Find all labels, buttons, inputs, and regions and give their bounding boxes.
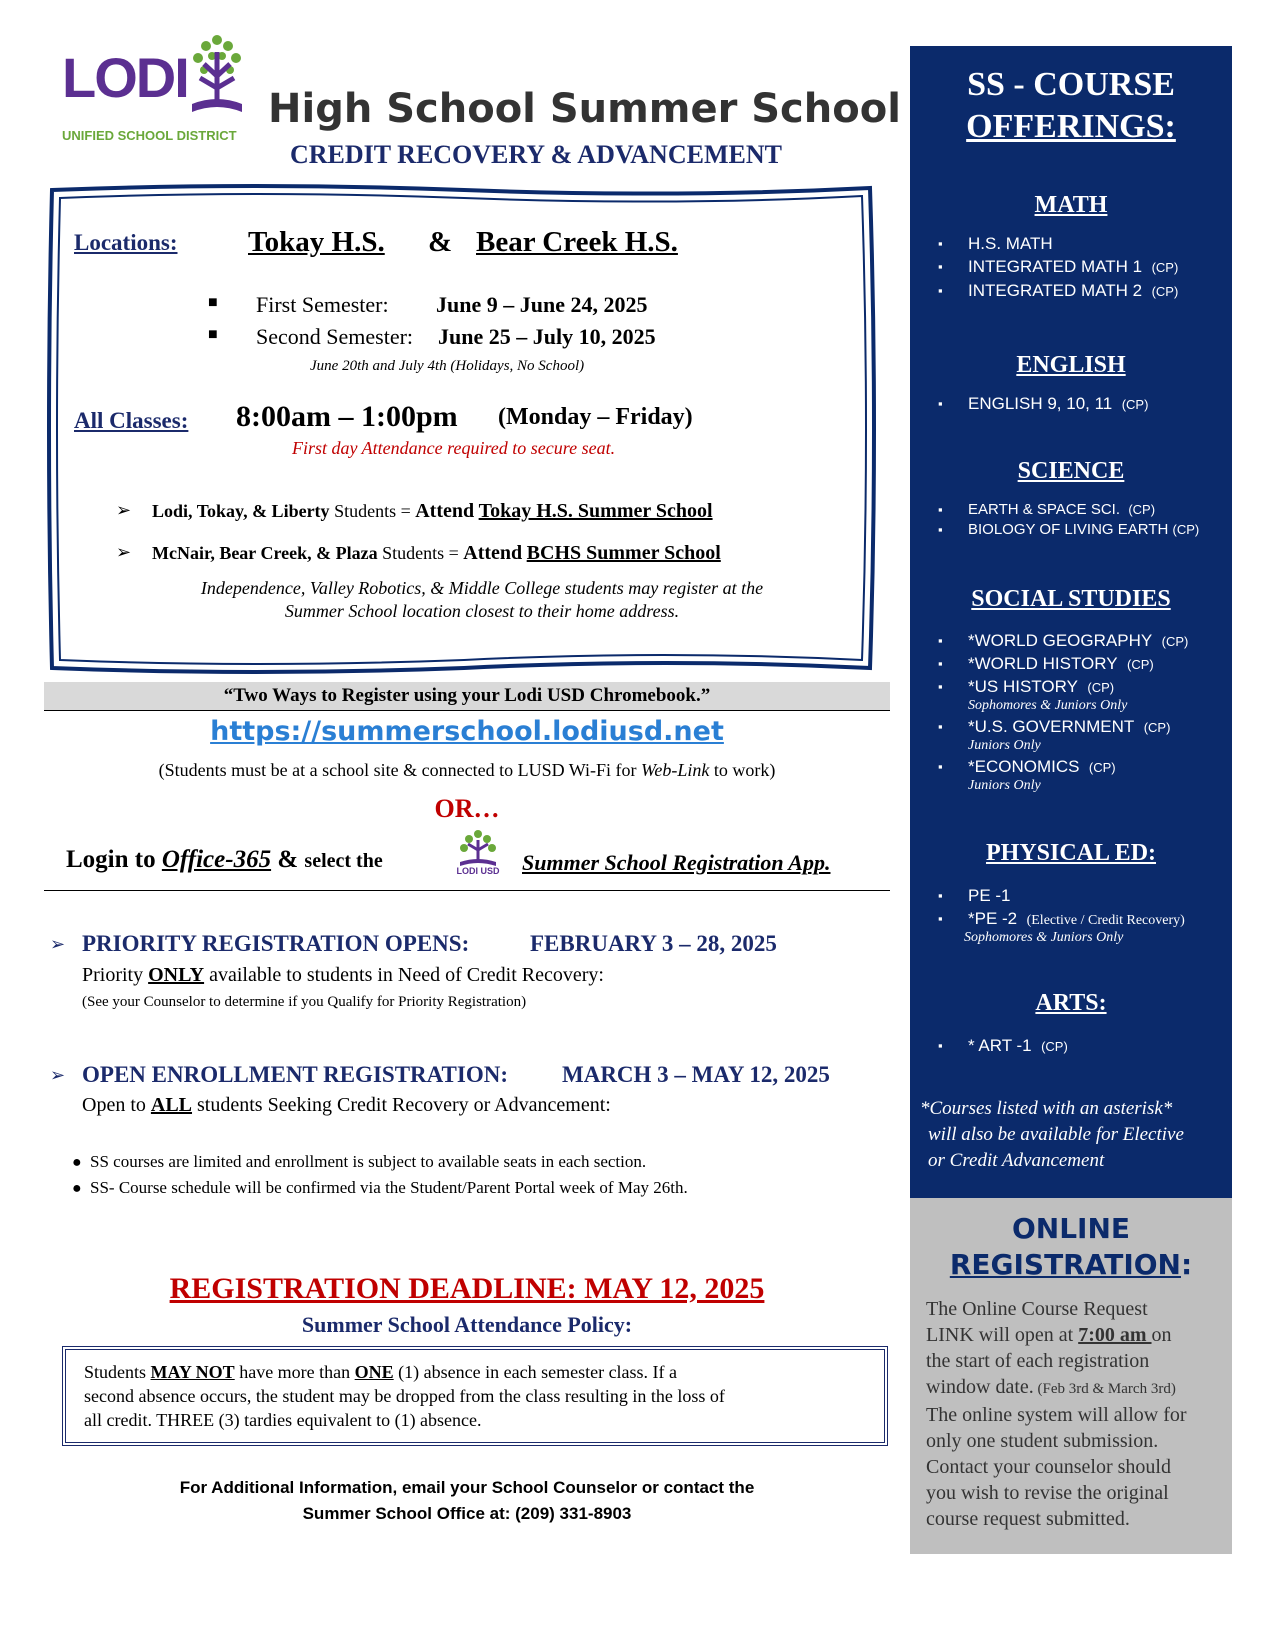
- semester2-dates: June 25 – July 10, 2025: [438, 324, 656, 349]
- location-tokay: Tokay H.S.: [248, 226, 385, 258]
- registration-link[interactable]: https://summerschool.lodiusd.net: [210, 716, 724, 747]
- rule2-mid: Students =: [382, 543, 459, 563]
- attendance-note: First day Attendance required to secure seat.: [292, 438, 616, 458]
- priority-title: PRIORITY REGISTRATION OPENS:: [82, 931, 470, 956]
- semester1-label: First Semester:: [256, 292, 389, 317]
- priority-sub: (See your Counselor to determine if you Qualify for Priority Registration): [82, 994, 527, 1010]
- math-list: [938, 232, 1178, 303]
- policy-line-3: all credit. THREE (3) tardies equivalent to (1) absence.: [84, 1410, 482, 1430]
- bullet-item: SS- Course schedule will be confirmed via the Student/Parent Portal week of May 26th.: [90, 1178, 688, 1197]
- footer-line-2: Summer School Office at: (209) 331-8903: [302, 1504, 632, 1523]
- rule1-target: Tokay H.S. Summer School: [478, 500, 713, 522]
- registration-app-icon[interactable]: LODI USD: [452, 828, 504, 878]
- priority-dates: FEBRUARY 3 – 28, 2025: [530, 931, 777, 956]
- registration-deadline: REGISTRATION DEADLINE: MAY 12, 2025: [169, 1272, 765, 1305]
- semester1-dates: June 9 – June 24, 2025: [436, 292, 648, 317]
- district-logo: [62, 36, 252, 146]
- arrow-bullet-icon: ➢: [50, 1065, 66, 1085]
- course-item: ▪ BIOLOGY OF LIVING EARTH (CP): [938, 520, 1199, 540]
- bullet-icon: ■: [208, 294, 218, 311]
- policy-line-1: Students MAY NOT have more than ONE (1) absence in each semester class. If a: [84, 1362, 678, 1382]
- offerings-heading-2: OFFERINGS:: [966, 108, 1176, 145]
- arrow-bullet-icon: ➢: [116, 542, 132, 562]
- rule2-target: BCHS Summer School: [526, 542, 721, 564]
- course-item: ▪ *WORLD GEOGRAPHY (CP): [938, 630, 1188, 653]
- logo-subtitle: UNIFIED SCHOOL DISTRICT: [62, 128, 237, 143]
- wifi-note: (Students must be at a school site & connected to LUSD Wi-Fi for Web-Link to work): [158, 760, 776, 780]
- course-item: ▪ * ART -1 (CP): [938, 1034, 1068, 1058]
- course-note: Juniors Only: [968, 738, 1041, 753]
- math-heading: MATH: [1034, 192, 1108, 218]
- pe-list: [938, 884, 1185, 932]
- online-registration-panel: [910, 1198, 1232, 1554]
- policy-title: Summer School Attendance Policy:: [301, 1312, 633, 1337]
- course-note: Sophomores & Juniors Only: [964, 930, 1124, 945]
- course-item: ▪ H.S. MATH: [938, 232, 1178, 255]
- rule2-attend: Attend: [463, 542, 523, 564]
- social-studies-heading: SOCIAL STUDIES: [971, 586, 1171, 612]
- rule1-mid: Students =: [334, 501, 411, 521]
- login-line: Login to Office-365 & select the: [66, 846, 383, 873]
- course-offerings-panel: [910, 46, 1232, 1198]
- course-note: Juniors Only: [968, 778, 1041, 793]
- tree-logo-icon: [184, 32, 250, 122]
- location-amp: &: [428, 226, 453, 258]
- online-heading-1: ONLINE: [1011, 1212, 1131, 1245]
- bullet-item: SS courses are limited and enrollment is subject to available seats in each section.: [90, 1152, 647, 1171]
- course-item: ▪ *U.S. GOVERNMENT (CP): [938, 716, 1170, 739]
- science-list: [938, 500, 1199, 540]
- class-time: 8:00am – 1:00pm: [236, 400, 458, 433]
- online-text: The Online Course Request LINK will open at 7:00 am on the start of each registration window date. (Feb 3rd & March 3rd) The online system will allow for only one student submission. Contact your counselor should you wish to revise the original course request submitted.: [926, 1298, 1187, 1530]
- asterisk-note: *Courses listed with an asterisk* will also be available for Elective or Credit Advancement: [920, 1098, 1184, 1171]
- bullet-dot-icon: ●: [72, 1180, 82, 1197]
- logo-text: LODI: [62, 46, 188, 109]
- other-schools-note-2: Summer School location closest to their home address.: [284, 601, 680, 621]
- arts-heading: ARTS:: [1035, 990, 1107, 1016]
- course-item: ▪ *PE -2 (Elective / Credit Recovery): [938, 907, 1185, 932]
- arrow-bullet-icon: ➢: [116, 500, 132, 520]
- science-heading: SCIENCE: [1017, 458, 1125, 484]
- arrow-bullet-icon: ➢: [50, 934, 66, 954]
- course-item: ▪ EARTH & SPACE SCI. (CP): [938, 500, 1199, 520]
- page-title: High School Summer School: [268, 86, 901, 132]
- online-heading-2: REGISTRATION:: [949, 1248, 1193, 1281]
- bullet-icon: ■: [208, 326, 218, 343]
- course-item: ▪ ENGLISH 9, 10, 11 (CP): [938, 392, 1148, 416]
- course-item: ▪ *US HISTORY (CP): [938, 676, 1188, 699]
- policy-line-2: second absence occurs, the student may be dropped from the class resulting in the loss of: [84, 1386, 725, 1406]
- english-heading: ENGLISH: [1016, 352, 1126, 378]
- course-item: ▪ *ECONOMICS (CP): [938, 756, 1116, 779]
- semester2-label: Second Semester:: [256, 324, 414, 349]
- or-text: OR…: [434, 794, 500, 823]
- course-note: Sophomores & Juniors Only: [968, 698, 1128, 713]
- course-item: ▪ *WORLD HISTORY (CP): [938, 653, 1188, 676]
- office365-link[interactable]: Office-365: [161, 846, 272, 873]
- offerings-heading-1: SS - COURSE: [967, 66, 1175, 103]
- english-list: [938, 392, 1148, 416]
- social-studies-list-2: [938, 716, 1170, 739]
- social-studies-list: [938, 630, 1188, 699]
- holidays-note: June 20th and July 4th (Holidays, No School): [310, 358, 585, 374]
- priority-line: Priority ONLY available to students in Need of Credit Recovery:: [82, 964, 604, 986]
- course-item: ▪ INTEGRATED MATH 1 (CP): [938, 255, 1178, 279]
- rule1-attend: Attend: [415, 500, 475, 522]
- course-item: ▪ PE -1: [938, 884, 1185, 907]
- location-bear-creek: Bear Creek H.S.: [476, 226, 678, 258]
- other-schools-note-1: Independence, Valley Robotics, & Middle College students may register at the: [200, 578, 764, 598]
- locations-label: Locations:: [74, 230, 178, 255]
- page-subtitle: CREDIT RECOVERY & ADVANCEMENT: [290, 140, 782, 169]
- open-dates: MARCH 3 – MAY 12, 2025: [562, 1062, 830, 1087]
- physical-ed-heading: PHYSICAL ED:: [985, 840, 1157, 866]
- social-studies-list-3: [938, 756, 1116, 779]
- bullet-dot-icon: ●: [72, 1154, 82, 1171]
- register-banner-text: “Two Ways to Register using your Lodi USD Chromebook.”: [223, 685, 711, 706]
- rule2-schools: McNair, Bear Creek, & Plaza: [152, 543, 378, 563]
- course-item: ▪ INTEGRATED MATH 2 (CP): [938, 279, 1178, 303]
- rule1-schools: Lodi, Tokay, & Liberty: [152, 501, 330, 521]
- class-days: (Monday – Friday): [498, 404, 693, 430]
- open-title: OPEN ENROLLMENT REGISTRATION:: [82, 1062, 508, 1087]
- arts-list: [938, 1034, 1068, 1058]
- footer-line-1: For Additional Information, email your School Counselor or contact the: [179, 1478, 755, 1497]
- open-line: Open to ALL students Seeking Credit Recovery or Advancement:: [82, 1094, 611, 1116]
- all-classes-label: All Classes:: [74, 408, 189, 433]
- registration-app-name[interactable]: Summer School Registration App.: [522, 850, 831, 875]
